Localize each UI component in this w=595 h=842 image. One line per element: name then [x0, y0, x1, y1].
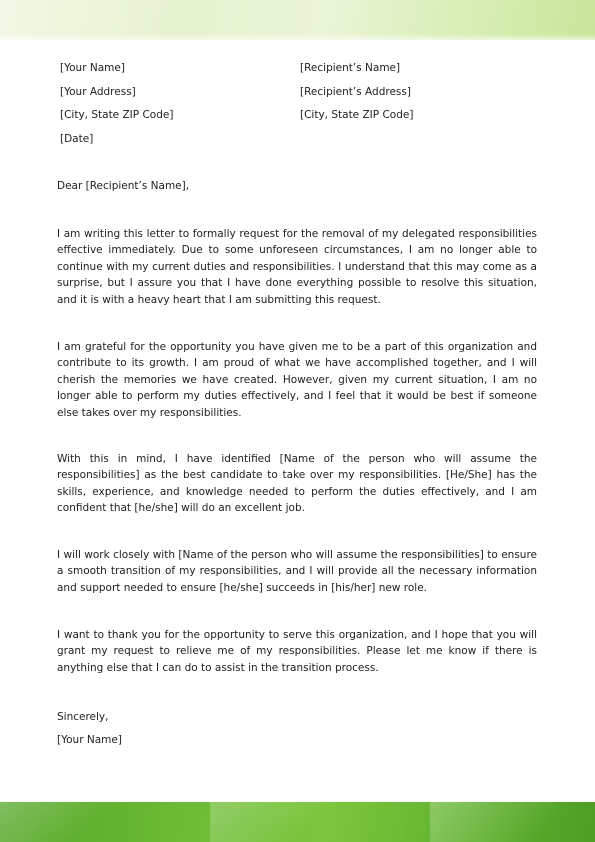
- sender-address-block: [60, 57, 173, 151]
- footer-decorative-band: [0, 802, 595, 842]
- recipient-address: [Recipient’s Address]: [300, 85, 411, 98]
- closing-block: [57, 706, 122, 752]
- letter-date: [Date]: [60, 132, 94, 145]
- salutation: Dear [Recipient’s Name],: [57, 180, 190, 192]
- signature-name: [Your Name]: [57, 734, 122, 746]
- valediction: Sincerely,: [57, 711, 109, 723]
- header-decorative-band: [0, 0, 595, 40]
- footer-facet: [210, 802, 350, 842]
- sender-address: [Your Address]: [60, 85, 136, 98]
- recipient-city: [City, State ZIP Code]: [300, 109, 414, 121]
- body-paragraph-3: With this in mind, I have identified [Name of the person who will assume the responsibilities] as the best candidate to take over my responsibilities. [He/She] has the skills, experience, and knowledge needed to perform the duties effectively, and I am confident that [he/she] will do an excellent job.: [57, 453, 537, 515]
- footer-facet: [0, 802, 120, 842]
- sender-city: [City, State ZIP Code]: [60, 109, 174, 121]
- recipient-name: [Recipient’s Name]: [300, 62, 401, 74]
- footer-facet: [430, 802, 595, 842]
- body-paragraph-4: I will work closely with [Name of the person who will assume the responsibilities] to ensure a smooth transition of my responsibilities, and I will provide all the necessary information and support needed to ensure [he/she] succeeds in [his/her] new role.: [57, 549, 537, 594]
- body-paragraph-1: I am writing this letter to formally request for the removal of my delegated responsibilities effective immediately. Due to some unforeseen circumstances, I am no longer able to continue with my current duties and responsibilities. I understand that this may come as a surprise, but I assure you that I have done everything possible to resolve this situation, and it is with a heavy heart that I am submitting this request.: [57, 228, 537, 306]
- sender-name: [Your Name]: [60, 62, 125, 74]
- body-paragraph-2: I am grateful for the opportunity you have given me to be a part of this organization and contribute to its growth. I am proud of what we have accomplished together, and I will cherish the memories we have created. However, given my current situation, I am no longer able to perform my duties effectively, and I feel that it would be best if someone else takes over my responsibilities.: [57, 341, 537, 419]
- recipient-address-block: [300, 57, 413, 128]
- body-paragraph-5: I want to thank you for the opportunity to serve this organization, and I hope that you will grant my request to relieve me of my responsibilities. Please let me know if there is anything else that I can do to assist in the transition process.: [57, 629, 537, 674]
